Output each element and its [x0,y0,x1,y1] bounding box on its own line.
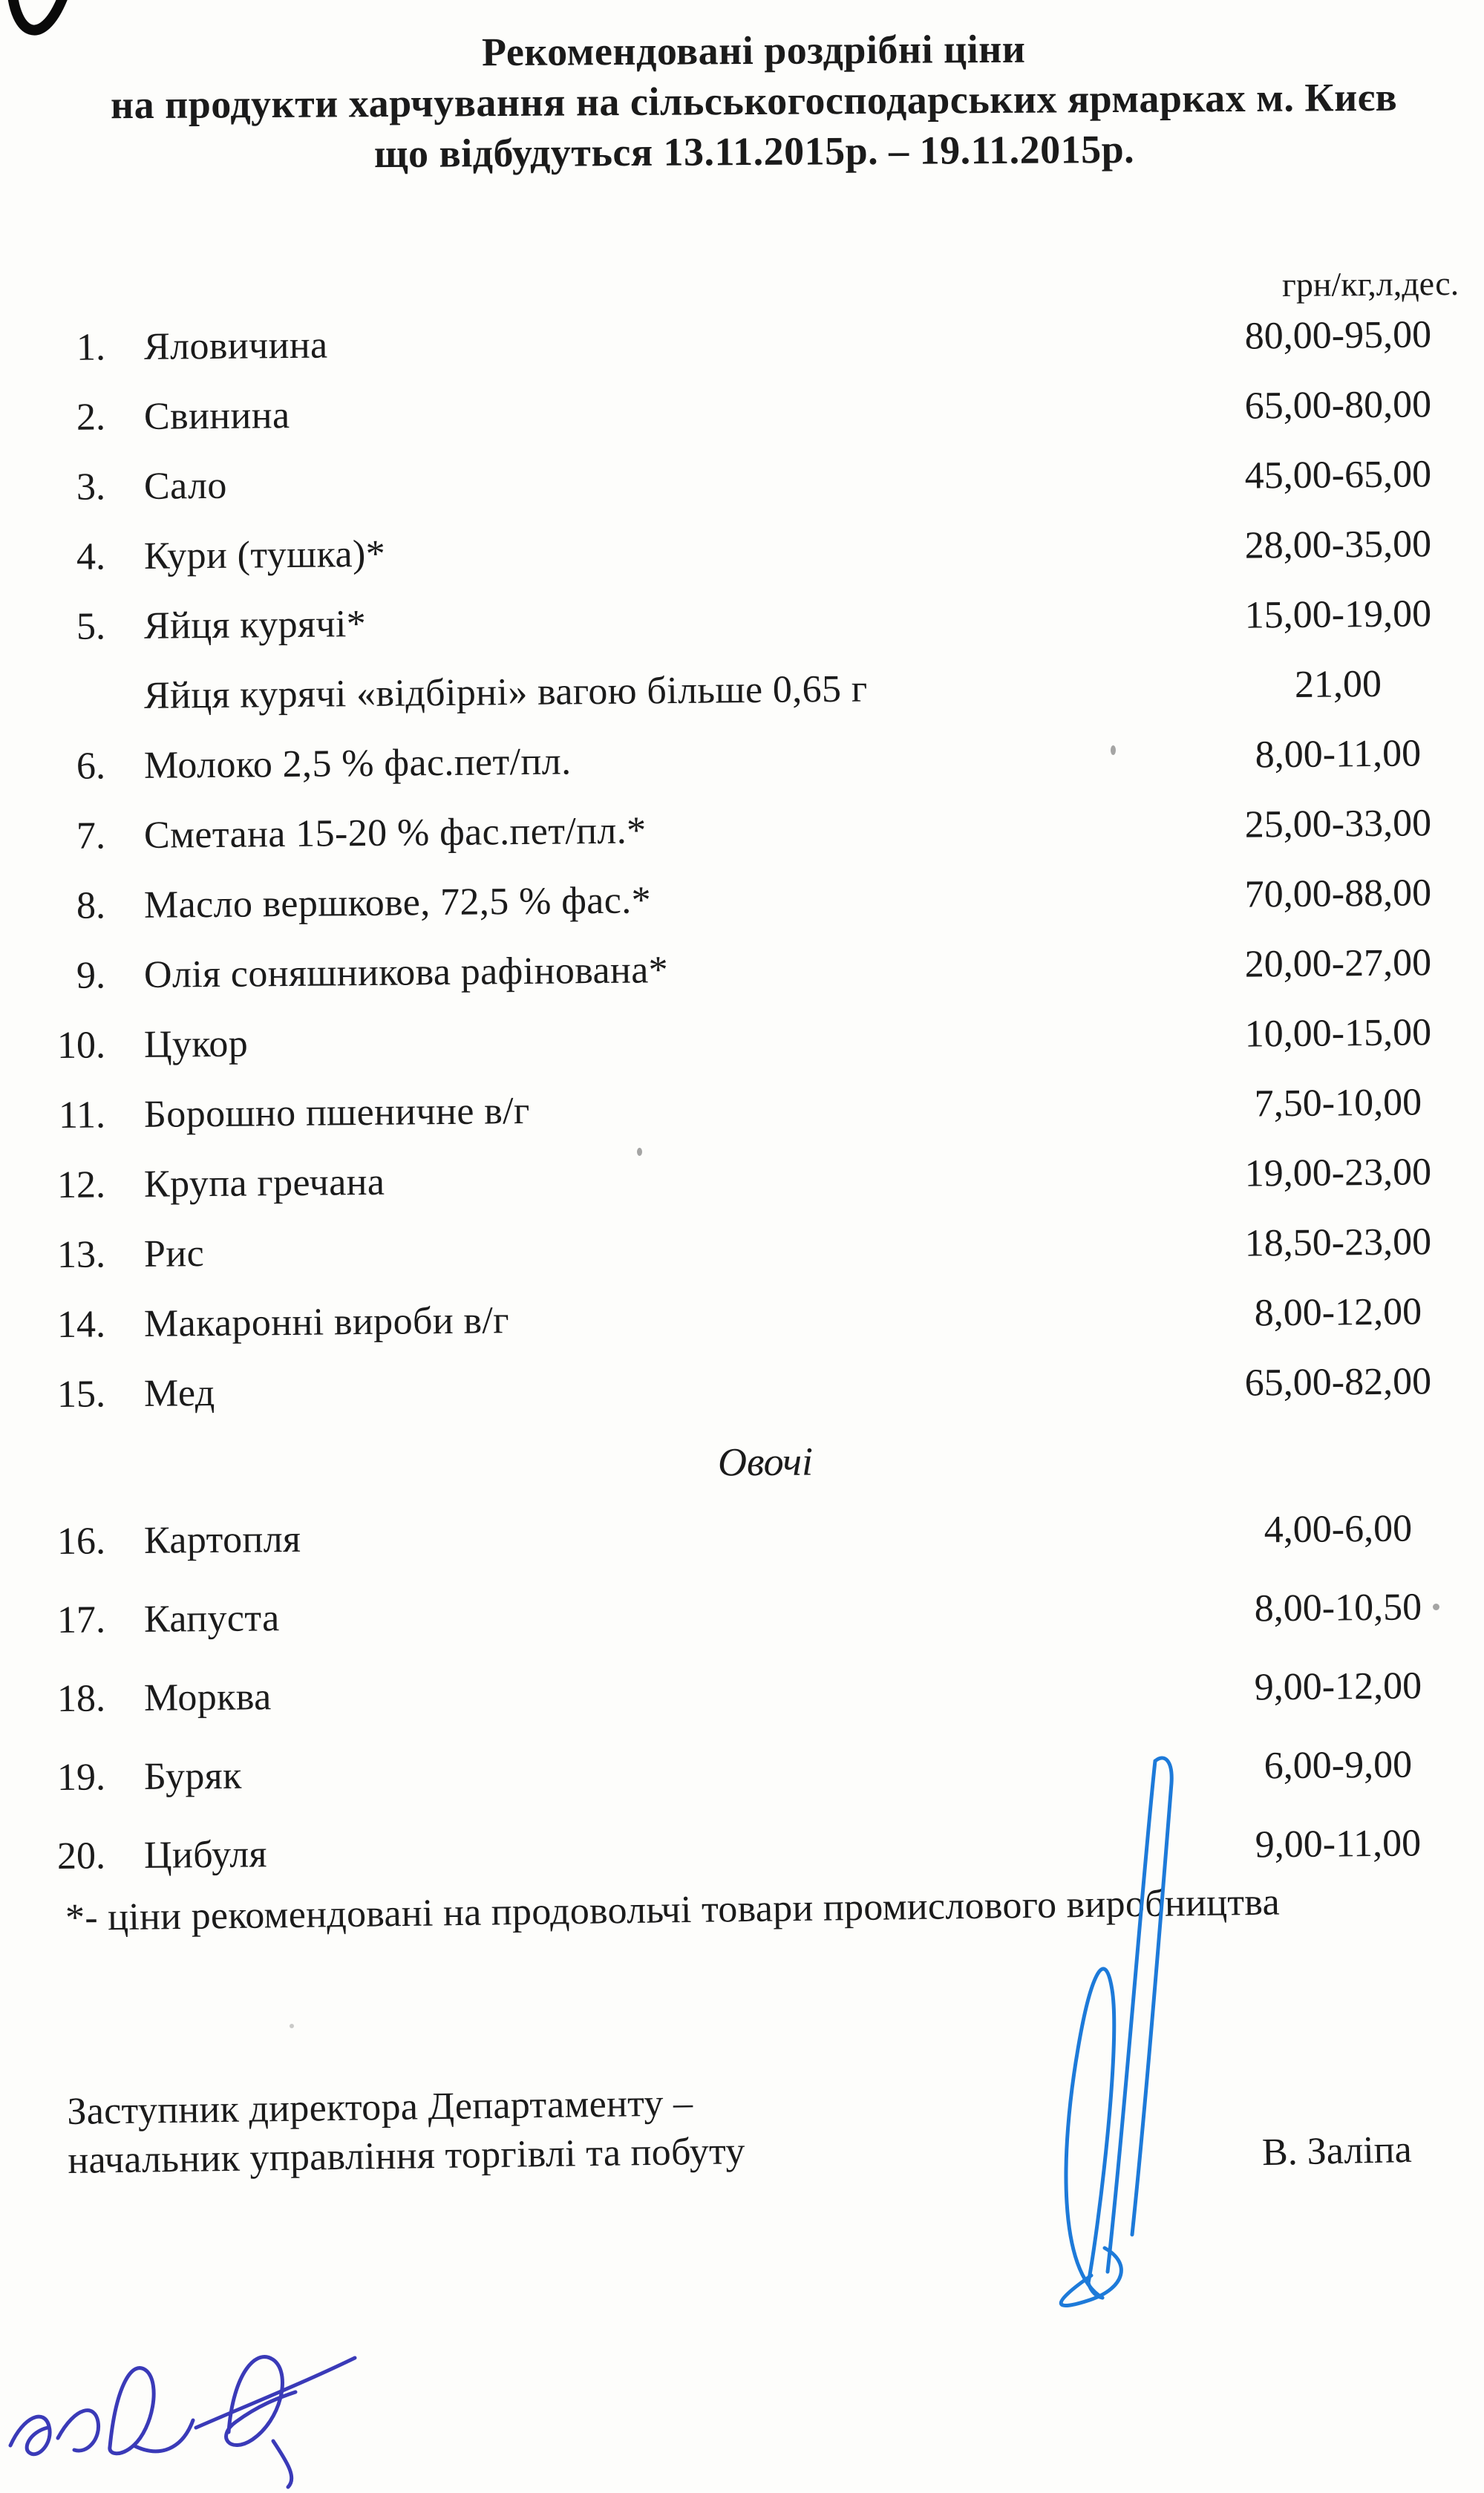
price-list-row [45,927,1467,1010]
item-name: Макаронні вироби в/г [143,1298,510,1345]
item-name: Молоко 2,5 % фас.пет/пл. [143,739,572,787]
item-price: 8,00-11,00 [1255,731,1422,776]
item-price: 9,00-11,00 [1255,1821,1422,1866]
item-price: 9,00-12,00 [1254,1664,1422,1709]
item-number: 12. [56,1163,106,1206]
item-number: 11. [58,1093,106,1137]
item-number: 18. [56,1676,106,1720]
item-name: Капуста [143,1596,280,1641]
item-number: 2. [76,395,106,439]
price-list-row [45,1137,1467,1220]
signatory-position [67,2077,885,2186]
item-number: 7. [76,814,106,857]
footnote: *- ціни рекомендовані на продовольчі товари промислового виробництва [65,1881,1281,1939]
price-list-row [45,857,1467,941]
item-price: 25,00-33,00 [1244,801,1432,846]
item-name: Масло вершкове, 72,5 % фас.* [143,878,652,927]
unit-column-label: грн/кг,л,дес. [1281,264,1460,304]
item-price: 45,00-65,00 [1244,452,1432,497]
item-number: 8. [76,883,106,927]
item-number: 19. [56,1755,106,1799]
pen-signature-main [980,1752,1262,2316]
item-name: Крупа гречана [143,1160,385,1206]
item-name: Сметана 15-20 % фас.пет/пл.* [143,808,647,857]
item-name: Свинина [143,393,290,438]
item-number: 13. [56,1232,106,1276]
item-name: Цукор [143,1022,249,1066]
pen-signature-bottom-left [6,2315,496,2493]
price-list-row [45,1067,1467,1150]
title-line-2: на продукти харчування на сільськогосподарських ярмарках м. Києв [110,74,1398,128]
price-list-row [45,718,1467,801]
item-number: 1. [76,325,106,369]
item-number: 5. [76,604,106,648]
grocery-price-list [45,312,1466,1428]
scan-speck [290,2024,294,2028]
item-name: Картопля [143,1517,301,1562]
item-price: 21,00 [1294,662,1382,706]
scan-speck [1111,745,1116,755]
item-name: Олія соняшникова рафінована* [143,948,669,996]
item-number: 17. [56,1598,106,1641]
item-name: Борошно пшеничне в/г [143,1089,530,1136]
price-list-row [45,369,1467,452]
item-number: 4. [76,535,106,578]
item-price: 8,00-12,00 [1254,1290,1422,1335]
item-number: 20. [56,1834,106,1878]
signatory-name: В. Заліпа [1261,2128,1413,2175]
signatory-position-line-2: начальник управління торгівлі та побуту [67,2130,746,2182]
item-number: 14. [56,1302,106,1346]
item-price: 20,00-27,00 [1244,941,1432,986]
item-price: 65,00-80,00 [1244,382,1432,428]
item-price: 18,50-23,00 [1244,1220,1432,1265]
price-list-row [45,1276,1467,1359]
item-price: 70,00-88,00 [1244,871,1432,916]
item-number: 6. [76,744,106,788]
price-list-row [45,578,1467,661]
item-price: 65,00-82,00 [1244,1359,1432,1405]
item-name: Яловичина [143,323,328,368]
scan-speck [1433,1604,1439,1610]
item-price: 4,00-6,00 [1264,1506,1413,1551]
item-price: 10,00-15,00 [1244,1010,1432,1056]
item-number: 16. [56,1519,106,1563]
item-number: 15. [56,1372,106,1416]
price-list-row [45,439,1467,522]
item-price: 28,00-35,00 [1244,522,1432,567]
item-name: Морква [143,1675,272,1719]
item-name: Яйця курячі* [143,602,367,647]
item-number: 10. [56,1023,106,1067]
item-name: Кури (тушка)* [143,532,386,578]
item-number: 3. [76,465,106,509]
scan-speck [637,1148,642,1156]
price-list-row [44,1567,1466,1659]
item-number: 9. [76,953,106,997]
title-line-1: Рекомендовані роздрібні ціни [481,26,1026,75]
price-list-row [45,299,1467,382]
item-name: Яйця курячі «відбірні» вагою більше 0,65 г [143,667,868,717]
item-name: Сало [143,464,228,508]
item-price: 8,00-10,50 [1254,1585,1422,1630]
price-list-row [44,1489,1466,1581]
price-list-row [45,1346,1467,1429]
item-name: Мед [143,1371,215,1415]
item-price: 6,00-9,00 [1264,1742,1413,1787]
item-price: 7,50-10,00 [1254,1080,1422,1125]
item-price: 19,00-23,00 [1244,1150,1432,1195]
price-list-row [45,648,1467,731]
section-heading-vegetables: Овочі [717,1439,814,1485]
item-name: Буряк [143,1754,243,1798]
item-price: 80,00-95,00 [1244,313,1432,358]
document-title [56,21,1452,180]
price-list-row [45,997,1467,1080]
signatory-position-line-1: Заступник директора Департаменту – [67,2082,693,2133]
item-price: 15,00-19,00 [1244,592,1432,637]
item-name: Цибуля [143,1832,268,1877]
title-line-3: що відбудуться 13.11.2015р. – 19.11.2015р. [373,126,1135,177]
price-list-row [45,1206,1467,1290]
price-list-row [44,1646,1466,1738]
price-list-row [45,788,1467,871]
price-list-row [45,509,1467,592]
item-name: Рис [143,1232,205,1275]
